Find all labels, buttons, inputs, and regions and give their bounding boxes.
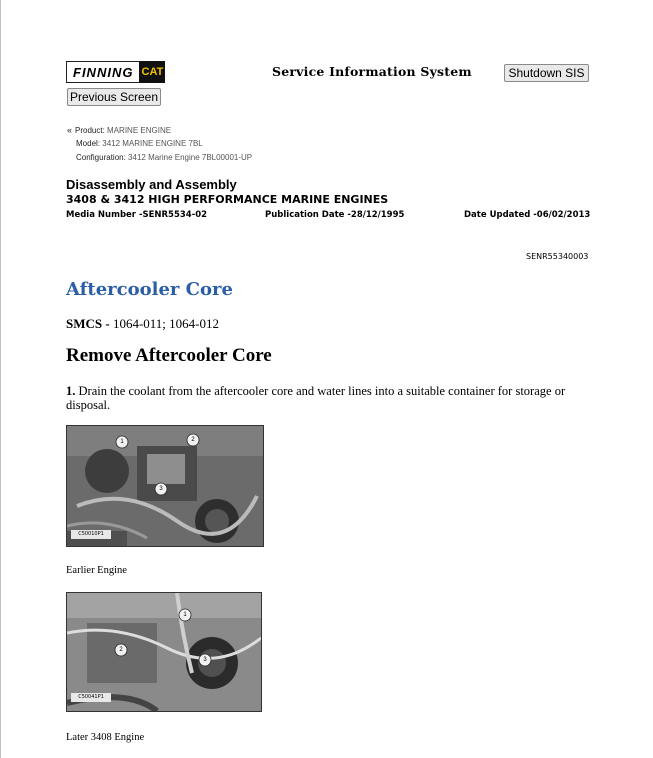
section-heading: Remove Aftercooler Core [66, 345, 272, 366]
callout-3: 3 [203, 657, 207, 663]
shutdown-sis-button[interactable]: Shutdown SIS [504, 64, 589, 82]
step-number: 1. [66, 384, 76, 398]
back-arrow-icon[interactable]: « [67, 125, 73, 135]
logo-wordmark: FINNING [66, 61, 140, 83]
page-title: Aftercooler Core [66, 279, 233, 300]
callout-3: 3 [159, 486, 163, 492]
smcs-line [66, 316, 219, 332]
image-label: C50041P1 [78, 694, 104, 700]
breadcrumb-configuration [76, 153, 252, 162]
figure-photo-later-engine [66, 592, 262, 712]
cat-badge: CAT [139, 61, 165, 83]
product-key: Product: [75, 126, 105, 135]
finning-cat-logo [66, 61, 165, 83]
product-value: MARINE ENGINE [107, 126, 172, 135]
breadcrumb-model [76, 139, 203, 148]
page-edge [0, 0, 1, 758]
config-key: Configuration: [76, 153, 126, 162]
system-title: Service Information System [272, 64, 472, 79]
figure-caption-2: Later 3408 Engine [66, 732, 145, 743]
image-label: C50010P1 [78, 531, 104, 537]
model-value: 3412 MARINE ENGINE 7BL [102, 139, 203, 148]
media-number: Media Number -SENR5534-02 [66, 210, 208, 220]
date-updated: Date Updated -06/02/2013 [464, 210, 591, 220]
figure-caption-1: Earlier Engine [66, 565, 127, 576]
breadcrumb-product[interactable] [67, 125, 171, 135]
document-id: SENR55340003 [526, 252, 589, 261]
callout-1: 1 [120, 439, 124, 445]
document-subtitle: 3408 & 3412 HIGH PERFORMANCE MARINE ENGINES [66, 193, 389, 206]
smcs-value: 1064-011; 1064-012 [109, 316, 219, 331]
callout-2: 2 [191, 437, 195, 443]
publication-date: Publication Date -28/12/1995 [265, 210, 405, 220]
callout-1: 1 [183, 612, 187, 618]
previous-screen-button[interactable]: Previous Screen [67, 88, 161, 106]
document-type: Disassembly and Assembly [66, 177, 237, 192]
figure-photo-earlier-engine [66, 425, 264, 547]
config-value: 3412 Marine Engine 7BL00001-UP [128, 153, 253, 162]
smcs-label: SMCS - [66, 316, 110, 331]
step-text: Drain the coolant from the aftercooler core and water lines into a suitable container for storage or disposal. [66, 384, 566, 412]
model-key: Model: [76, 139, 101, 148]
callout-2: 2 [119, 647, 123, 653]
step-1 [66, 384, 591, 412]
